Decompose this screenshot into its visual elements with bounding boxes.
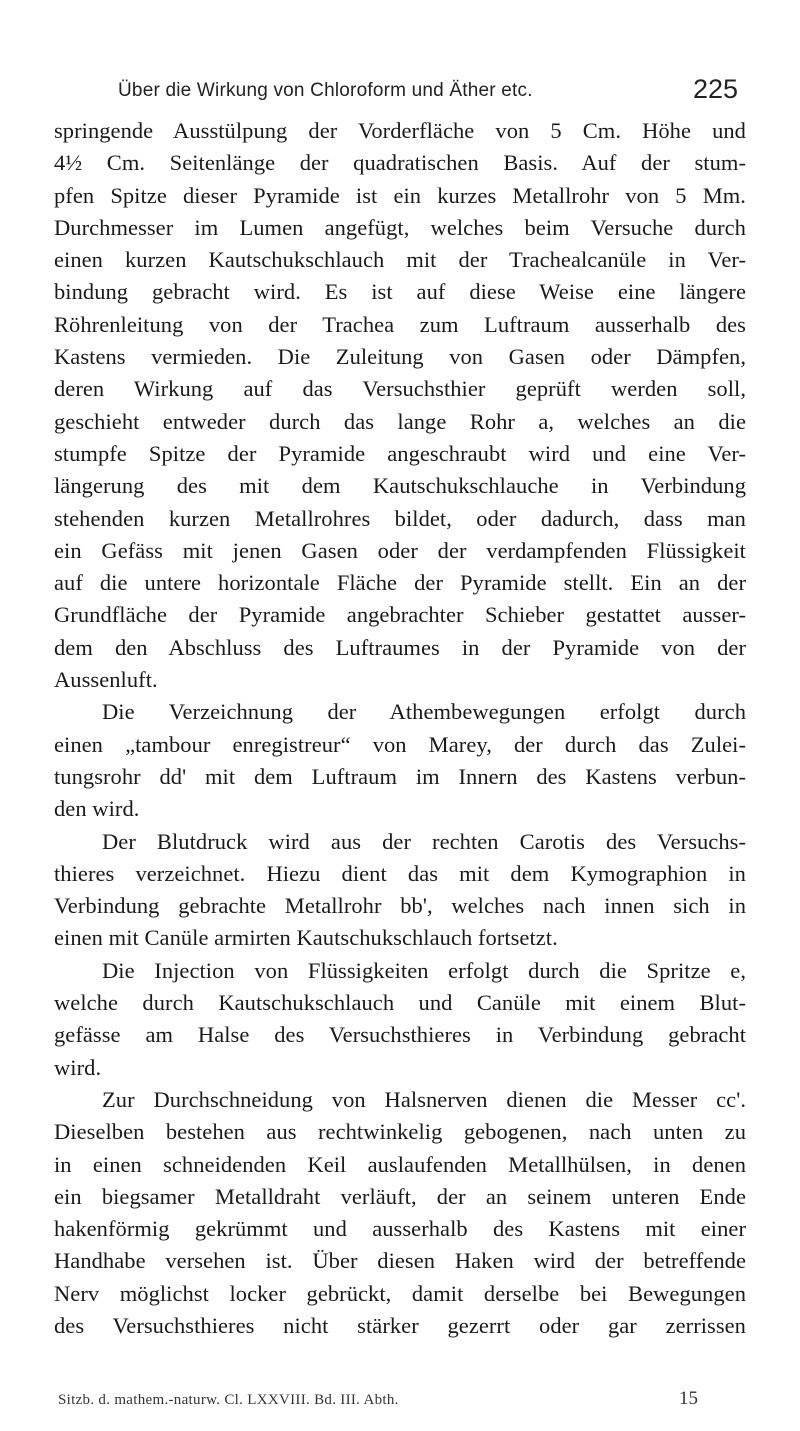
text-line: deren Wirkung auf das Versuchsthier geprüft werden soll, <box>54 376 746 402</box>
text-line: wird. <box>54 1054 102 1080</box>
text-line: stumpfe Spitze der Pyramide angeschraubt wird und eine Ver- <box>54 440 746 466</box>
text-line: gefässe am Halse des Versuchsthieres in Verbindung gebracht <box>54 1022 746 1048</box>
publication-reference: Sitzb. d. mathem.-naturw. Cl. LXXVIII. Bd. III. Abth. <box>58 1392 399 1408</box>
text-line: Röhrenleitung von der Trachea zum Luftraum ausserhalb des <box>54 311 746 337</box>
text-line: Grundfläche der Pyramide angebrachter Schieber gestattet ausser- <box>54 602 746 628</box>
text-line: thieres verzeichnet. Hiezu dient das mit dem Kymographion in <box>54 860 746 886</box>
text-line: Die Injection von Flüssigkeiten erfolgt durch die Spritze e, <box>102 957 746 983</box>
signature-mark: 15 <box>679 1388 698 1409</box>
text-line: einen mit Canüle armirten Kautschukschlauch fortsetzt. <box>54 925 558 951</box>
running-title: Über die Wirkung von Chloroform und Äther etc. <box>118 80 533 101</box>
text-line: den wird. <box>54 796 140 822</box>
body-text <box>54 115 746 1342</box>
text-line: Durchmesser im Lumen angefügt, welches beim Versuche durch <box>54 214 746 240</box>
text-line: Zur Durchschneidung von Halsnerven dienen die Messer cc'. <box>102 1086 746 1112</box>
text-line: bindung gebracht wird. Es ist auf diese Weise eine längere <box>54 279 746 305</box>
text-line: stehenden kurzen Metallrohres bildet, oder dadurch, dass man <box>54 505 746 531</box>
page-footer <box>58 1388 698 1416</box>
running-head <box>58 74 738 110</box>
text-line: in einen schneidenden Keil auslaufenden Metallhülsen, in denen <box>54 1151 746 1177</box>
text-line: 4½ Cm. Seitenlänge der quadratischen Basis. Auf der stum- <box>54 150 746 176</box>
text-line: hakenförmig gekrümmt und ausserhalb des Kastens mit einer <box>54 1216 746 1242</box>
text-line: des Versuchsthieres nicht stärker gezerrt oder gar zerrissen <box>54 1312 746 1338</box>
text-line: ein biegsamer Metalldraht verläuft, der an seinem unteren Ende <box>54 1183 746 1209</box>
text-line: ein Gefäss mit jenen Gasen oder der verdampfenden Flüssigkeit <box>54 537 746 563</box>
text-line: Nerv möglichst locker gebrückt, damit derselbe bei Bewegungen <box>54 1280 746 1306</box>
text-line: längerung des mit dem Kautschukschlauche in Verbindung <box>54 473 746 499</box>
text-line: Kastens vermieden. Die Zuleitung von Gasen oder Dämpfen, <box>54 344 746 370</box>
text-line: pfen Spitze dieser Pyramide ist ein kurzes Metallrohr von 5 Mm. <box>54 182 746 208</box>
text-line: Die Verzeichnung der Athembewegungen erfolgt durch <box>102 699 746 725</box>
text-line: springende Ausstülpung der Vorderfläche von 5 Cm. Höhe und <box>54 118 746 143</box>
text-line: einen „tambour enregistreur“ von Marey, der durch das Zulei- <box>54 731 746 757</box>
text-line: tungsrohr dd' mit dem Luftraum im Innern des Kastens verbun- <box>54 763 746 789</box>
text-line: Der Blutdruck wird aus der rechten Carotis des Versuchs- <box>102 828 746 854</box>
text-line: Aussenluft. <box>54 667 158 693</box>
text-line: welche durch Kautschukschlauch und Canüle mit einem Blut- <box>54 990 746 1016</box>
text-line: Dieselben bestehen aus rechtwinkelig gebogenen, nach unten zu <box>54 1119 746 1145</box>
text-line: geschieht entweder durch das lange Rohr a, welches an die <box>54 408 746 434</box>
text-line: Verbindung gebrachte Metallrohr bb', welches nach innen sich in <box>54 893 746 919</box>
text-line: Handhabe versehen ist. Über diesen Haken wird der betreffende <box>54 1248 746 1274</box>
text-line: auf die untere horizontale Fläche der Pyramide stellt. Ein an der <box>54 570 746 596</box>
page-number: 225 <box>692 74 738 104</box>
text-line: einen kurzen Kautschukschlauch mit der Trachealcanüle in Ver- <box>54 247 746 273</box>
text-line: dem den Abschluss des Luftraumes in der Pyramide von der <box>54 634 746 660</box>
